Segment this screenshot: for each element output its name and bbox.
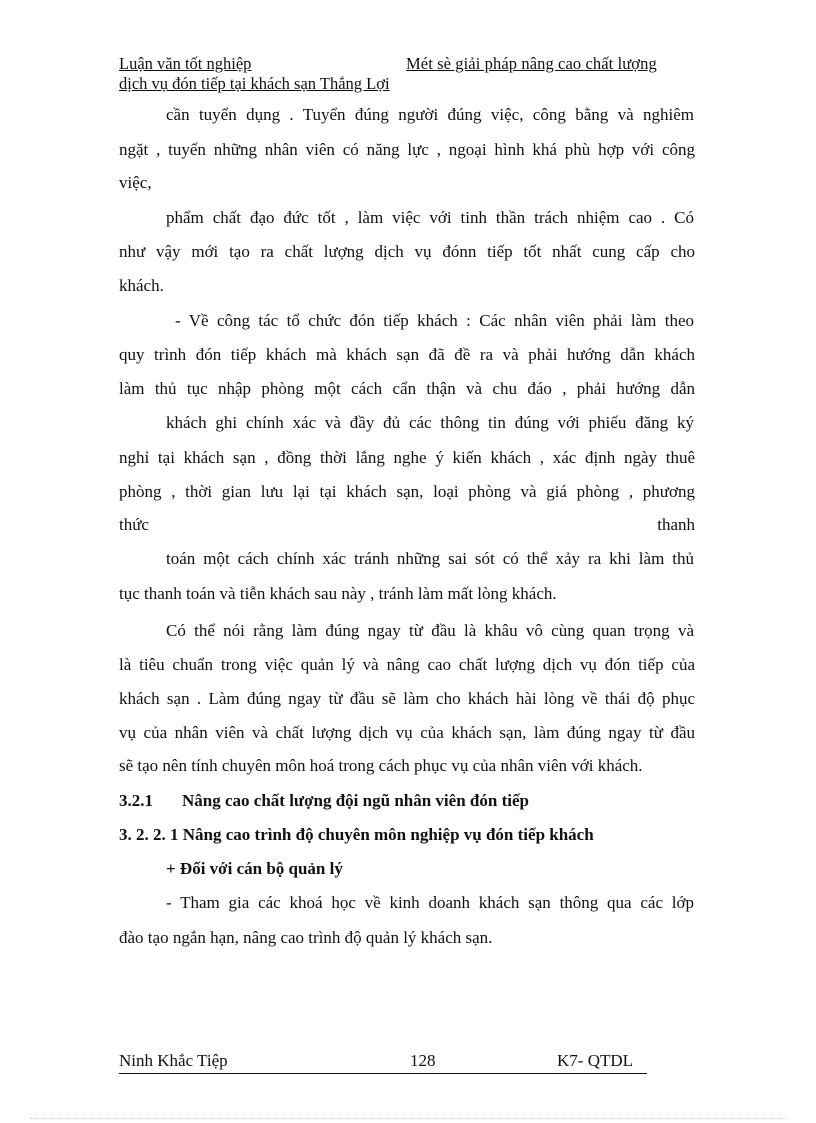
footer-author: Ninh Khắc Tiệp [119,1051,228,1070]
body-line: việc, [119,173,152,192]
body-line: ngặt , tuyển những nhân viên có năng lực , ngoại hình khá phù hợp với công [119,140,695,159]
body-line: thức thanh [119,515,695,534]
body-line: vụ của nhân viên và chất lượng dịch vụ của khách sạn, làm đúng ngay từ đầu [119,723,695,742]
body-line: - Về công tác tổ chức đón tiếp khách : Các nhân viên phải làm theo [175,311,694,330]
body-line: Có thể nói rằng làm đúng ngay từ đầu là khâu vô cùng quan trọng và [166,621,694,640]
header-right: Mét sè giải pháp nâng cao chất lượng [406,54,657,73]
page-edge-divider [30,1118,786,1119]
body-line: là tiêu chuẩn trong việc quản lý và nâng cao chất lượng dịch vụ đón tiếp của [119,655,695,674]
running-footer [119,1051,647,1074]
body-line: quy trình đón tiếp khách mà khách sạn đã đề ra và phải hướng dẫn khách [119,345,695,364]
header-line-2: dịch vụ đón tiếp tại khách sạn Thắng Lợi [119,74,390,93]
body-line: khách ghi chính xác và đầy đủ các thông tin đúng với phiếu đăng ký [166,413,694,432]
body-line: toán một cách chính xác tránh những sai sót có thể xảy ra khi làm thủ [166,549,694,568]
body-line: phòng , thời gian lưu lại tại khách sạn, loại phòng và giá phòng , phương [119,482,695,501]
body-line: phẩm chất đạo đức tốt , làm việc với tinh thần trách nhiệm cao . Có [166,208,694,227]
body-line: tục thanh toán và tiễn khách sau này , tránh làm mất lòng khách. [119,584,557,603]
body-line: làm thủ tục nhập phòng một cách cẩn thận và chu đáo , phải hướng dẫn [119,379,695,398]
page-number: 128 [410,1051,436,1070]
body-line: khách sạn . Làm đúng ngay từ đầu sẽ làm cho khách hài lòng về thái độ phục [119,689,695,708]
body-line: khách. [119,276,164,295]
body-line: nghỉ tại khách sạn , đồng thời lắng nghe ý kiến khách , xác định ngày thuê [119,448,695,467]
section-number: 3.2.1 [119,791,153,810]
footer-class: K7- QTDL [557,1051,634,1070]
body-line: - Tham gia các khoá học về kinh doanh khách sạn thông qua các lớp [166,893,694,912]
body-line: như vậy mới tạo ra chất lượng dịch vụ đónn tiếp tốt nhất cung cấp cho [119,242,695,261]
section-heading: Nâng cao chất lượng đội ngũ nhân viên đón tiếp [182,791,529,810]
subsection-heading: 3. 2. 2. 1 Nâng cao trình độ chuyên môn nghiệp vụ đón tiếp khách [119,825,594,844]
body-line: sẽ tạo nên tính chuyên môn hoá trong cách phục vụ của nhân viên với khách. [119,756,643,775]
header-left: Luận văn tốt nghiệp [119,54,252,73]
body-line: cần tuyển dụng . Tuyển đúng người đúng việc, công bằng và nghiêm [166,105,694,124]
sub-subsection-heading: + Đối với cán bộ quản lý [166,859,343,878]
body-line: đào tạo ngắn hạn, nâng cao trình độ quản lý khách sạn. [119,928,493,947]
